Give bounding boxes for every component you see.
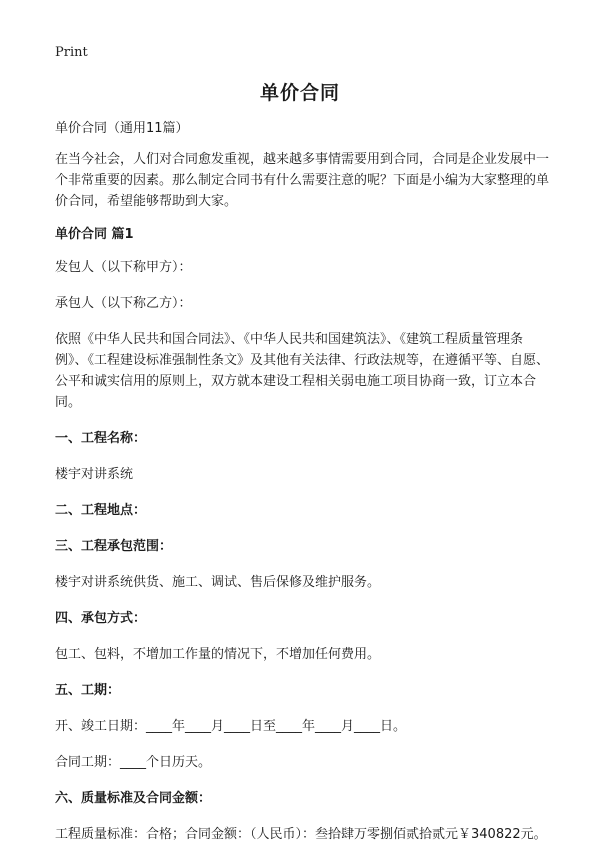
basis-paragraph: 依照《中华人民共和国合同法》、《中华人民共和国建筑法》、《建筑工程质量管理条例》、《工程建设标准强制性条文》及其他有关法律、行政法规等，在遵循平等、自愿、公平和诚实信用的原则上，双方就本建设工程相关弱电施工项目协商一致，订立本合同。 — [55, 332, 550, 410]
clause-2-heading: 二、工程地点： — [55, 503, 147, 518]
clause-3-heading: 三、工程承包范围： — [55, 539, 173, 554]
clause-3-text: 楼宇对讲系统供货、施工、调试、售后保修及维护服务。 — [55, 575, 381, 590]
document-title: 单价合同 — [259, 82, 340, 104]
clause-5-dates: 开、竣工日期：____年____月____日至____年____月____日。 — [55, 719, 407, 734]
intro-paragraph: 在当今社会，人们对合同愈发重视，越来越多事情需要用到合同，合同是企业发展中一个非常重要的因素。那么制定合同书有什么需要注意的呢？下面是小编为大家整理的单价合同，希望能够帮助到大家。 — [55, 152, 550, 209]
document-subtitle: 单价合同（通用11篇） — [55, 121, 189, 136]
clause-6-text: 工程质量标准：合格；合同金额：（人民币）：叁拾肆万零捌佰贰拾贰元￥340822元。 — [55, 827, 547, 842]
party-b-line: 承包人（以下称乙方）： — [55, 296, 192, 311]
clause-6-heading: 六、质量标准及合同金额： — [55, 791, 212, 806]
clause-4-heading: 四、承包方式： — [55, 611, 147, 626]
clause-5-heading: 五、工期： — [55, 683, 121, 698]
clause-1-heading: 一、工程名称： — [55, 431, 147, 446]
document-body — [55, 118, 550, 860]
section-heading: 单价合同 篇1 — [55, 227, 134, 242]
clause-4-text: 包工、包料，不增加工作量的情况下，不增加任何费用。 — [55, 647, 381, 662]
print-link[interactable]: Print — [55, 45, 88, 60]
party-a-line: 发包人（以下称甲方）： — [55, 260, 192, 275]
clause-1-text: 楼宇对讲系统 — [55, 467, 134, 482]
clause-5-duration: 合同工期：____个日历天。 — [55, 755, 212, 770]
